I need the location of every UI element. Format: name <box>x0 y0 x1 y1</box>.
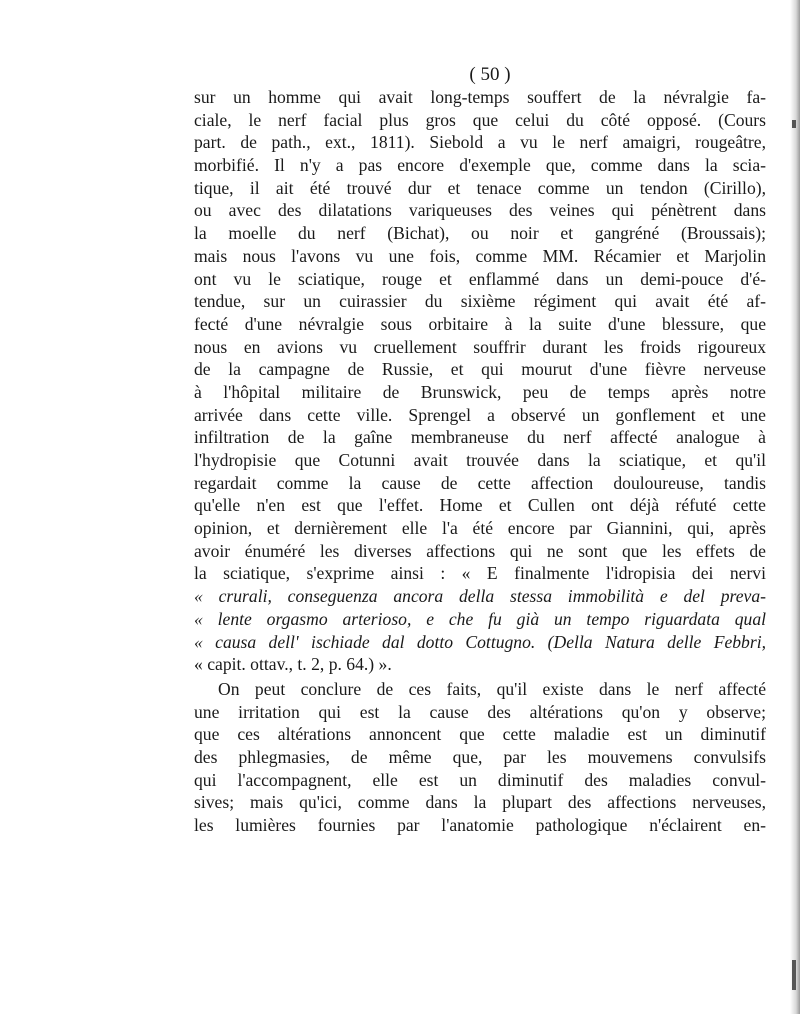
scan-mark <box>792 120 796 128</box>
text-line: de la campagne de Russie, et qui mourut d'une fièvre nerveuse <box>194 359 766 380</box>
text-line: sur un homme qui avait long-temps souffert de la névralgie fa- <box>194 87 766 107</box>
text-line: la sciatique, s'exprime ainsi : « E finalmente l'idropisia dei nervi <box>194 563 766 584</box>
text-line: arrivée dans cette ville. Sprengel a observé un gonflement et une <box>194 404 766 425</box>
paragraph-1 <box>194 86 766 676</box>
text-line: qu'elle n'en est que l'effet. Home et Cullen ont déjà réfuté cette <box>194 495 766 516</box>
quote-line: « capit. ottav., t. 2, p. 64.) ». <box>194 654 392 675</box>
text-line: les lumières fournies par l'anatomie pathologique n'éclairent en- <box>194 815 766 835</box>
page-number: ( 50 ) <box>469 64 511 85</box>
text-line: ciale, le nerf facial plus gros que celui du côté opposé. (Cours <box>194 109 766 130</box>
text-line: des phlegmasies, de même que, par les mouvemens convulsifs <box>194 746 766 767</box>
quote-line: « lente orgasmo arterioso, e che fu già un tempo riguardata qual <box>194 608 766 629</box>
text-line: nous en avions vu cruellement souffrir durant les froids rigoureux <box>194 336 766 357</box>
text-line: morbifié. Il n'y a pas encore d'exemple que, comme dans la scia- <box>194 155 766 176</box>
text-line: l'hydropisie que Cotunni avait trouvée dans la sciatique, et qu'il <box>194 450 766 470</box>
text-line: ou avec des dilatations variqueuses des veines qui pénètrent dans <box>194 200 766 221</box>
text-line: ont vu le sciatique, rouge et enflammé dans un demi-pouce d'é- <box>194 268 766 289</box>
text-line: regardait comme la cause de cette affection douloureuse, tandis <box>194 472 766 493</box>
text-line: avoir énuméré les diverses affections qui ne sont que les effets de <box>194 540 766 561</box>
paragraph-2 <box>194 678 766 837</box>
text-line: que ces altérations annoncent que cette maladie est un diminutif <box>194 724 766 745</box>
quote-line: « crurali, conseguenza ancora della stessa immobilità e del preva- <box>194 586 766 607</box>
scan-mark <box>792 960 796 990</box>
text-line: tique, il ait été trouvé dur et tenace comme un tendon (Cirillo), <box>194 177 766 198</box>
text-line: qui l'accompagnent, elle est un diminutif des maladies convul- <box>194 769 766 790</box>
book-page <box>194 64 766 837</box>
page-edge-shadow <box>790 0 800 1014</box>
text-line: infiltration de la gaîne membraneuse du nerf affecté analogue à <box>194 427 766 448</box>
text-line: part. de path., ext., 1811). Siebold a vu le nerf amaigri, rougeâtre, <box>194 132 766 153</box>
text-line: à l'hôpital militaire de Brunswick, peu de temps après notre <box>194 381 766 402</box>
text-line: mais nous l'avons vu une fois, comme MM. Récamier et Marjolin <box>194 245 766 266</box>
text-line: une irritation qui est la cause des altérations qu'on y observe; <box>194 701 766 722</box>
text-line: la moelle du nerf (Bichat), ou noir et gangréné (Broussais); <box>194 223 766 244</box>
quote-line: « causa dell' ischiade dal dotto Cottugno. (Della Natura delle Febbri, <box>194 631 766 652</box>
text-line: On peut conclure de ces faits, qu'il existe dans le nerf affecté <box>218 678 766 699</box>
text-line: opinion, et dernièrement elle l'a été encore par Giannini, qui, après <box>194 518 766 539</box>
text-line: sives; mais qu'ici, comme dans la plupart des affections nerveuses, <box>194 792 766 813</box>
text-line: tendue, sur un cuirassier du sixième régiment qui avait été af- <box>194 291 766 312</box>
text-line: fecté d'une névralgie sous orbitaire à la suite d'une blessure, que <box>194 313 766 334</box>
